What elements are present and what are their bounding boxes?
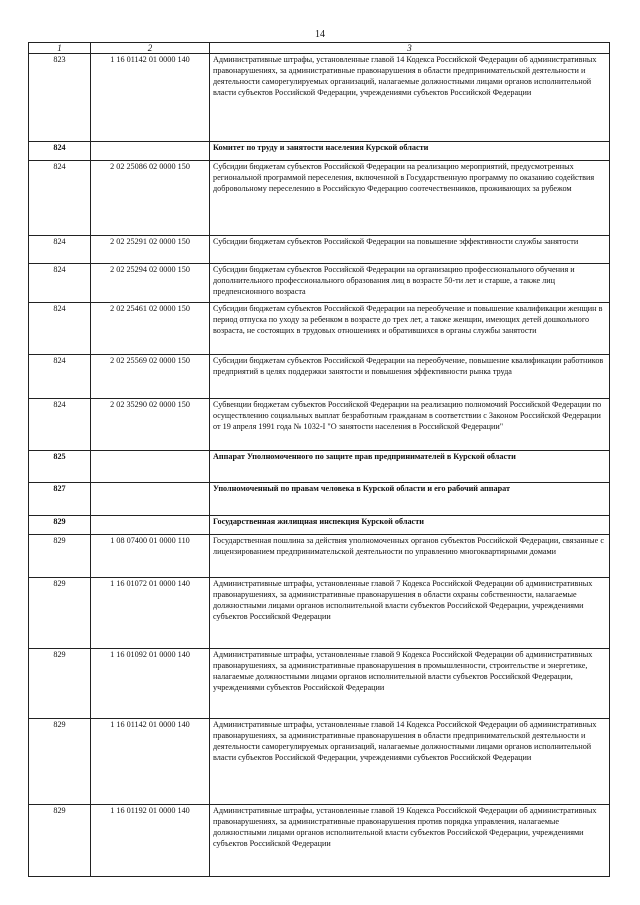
- kbk-code-cell: 1 08 07400 01 0000 110: [91, 535, 210, 578]
- admin-code-cell: 824: [29, 142, 91, 161]
- admin-code-cell: 829: [29, 516, 91, 535]
- revenue-name-cell: Субсидии бюджетам субъектов Российской Федерации на организацию профессионального обучения и дополнительного профессионального образования лиц в возрасте 50-ти лет и старше, а также лиц предпенсионного возраста: [210, 264, 610, 303]
- table-row: [29, 649, 610, 719]
- table-row: [29, 535, 610, 578]
- revenue-name-cell: Административные штрафы, установленные главой 14 Кодекса Российской Федерации об административных правонарушениях, за административные правонарушения в области предпринимательской деятельности и деятельности саморегулируемых организаций, налагаемые должностными лицами органов исполнительной власти субъектов Российской Федерации, учреждениями субъектов Российской Федерации: [210, 54, 610, 142]
- revenue-name-cell: Административные штрафы, установленные главой 19 Кодекса Российской Федерации об административных правонарушениях, за административные правонарушения против порядка управления, налагаемые должностными лицами органов исполнительной власти субъектов Российской Федерации, учреждениями субъектов Российской Федерации: [210, 805, 610, 877]
- kbk-code-cell: [91, 142, 210, 161]
- kbk-code-cell: 2 02 25294 02 0000 150: [91, 264, 210, 303]
- kbk-code-cell: 1 16 01192 01 0000 140: [91, 805, 210, 877]
- revenue-name-cell: Субвенции бюджетам субъектов Российской Федерации на реализацию полномочий Российской Федерации по осуществлению социальных выплат безработным гражданам в соответствии с Законом Российской Федерации от 19 апреля 1991 года № 1032-I "О занятости населения в Российской Федерации": [210, 399, 610, 451]
- admin-code-cell: 829: [29, 649, 91, 719]
- kbk-code-cell: 1 16 01092 01 0000 140: [91, 649, 210, 719]
- revenue-name-cell: Административные штрафы, установленные главой 14 Кодекса Российской Федерации об административных правонарушениях, за административные правонарушения в области предпринимательской деятельности и деятельности саморегулируемых организаций, налагаемые должностными лицами органов исполнительной власти субъектов Российской Федерации, учреждениями субъектов Российской Федерации: [210, 719, 610, 805]
- admin-code-cell: 829: [29, 535, 91, 578]
- revenue-name-cell: Субсидии бюджетам субъектов Российской Федерации на повышение эффективности службы занятости: [210, 236, 610, 264]
- table-row: [29, 303, 610, 355]
- revenue-name-cell: Субсидии бюджетам субъектов Российской Федерации на переобучение и повышение квалификации женщин в период отпуска по уходу за ребенком в возрасте до трех лет, а также женщин, имеющих детей дошкольного возраста, не состоящих в трудовых отношениях и обратившихся в органы службы занятости: [210, 303, 610, 355]
- admin-code-cell: 824: [29, 399, 91, 451]
- revenue-administrators-table: [28, 42, 610, 877]
- admin-code-cell: 829: [29, 719, 91, 805]
- section-title-cell: Государственная жилищная инспекция Курской области: [210, 516, 610, 535]
- section-row: [29, 451, 610, 483]
- admin-code-cell: 823: [29, 54, 91, 142]
- kbk-code-cell: [91, 483, 210, 516]
- admin-code-cell: 824: [29, 303, 91, 355]
- admin-code-cell: 829: [29, 805, 91, 877]
- page-number: 14: [315, 29, 325, 40]
- column-header-2: 2: [91, 43, 210, 54]
- kbk-code-cell: 2 02 35290 02 0000 150: [91, 399, 210, 451]
- table-row: [29, 805, 610, 877]
- section-title-cell: Уполномоченный по правам человека в Курской области и его рабочий аппарат: [210, 483, 610, 516]
- admin-code-cell: 827: [29, 483, 91, 516]
- admin-code-cell: 829: [29, 578, 91, 649]
- table-row: [29, 161, 610, 236]
- table-row: [29, 578, 610, 649]
- table-row: [29, 264, 610, 303]
- kbk-code-cell: 2 02 25291 02 0000 150: [91, 236, 210, 264]
- section-row: [29, 142, 610, 161]
- kbk-code-cell: 1 16 01072 01 0000 140: [91, 578, 210, 649]
- revenue-name-cell: Административные штрафы, установленные главой 7 Кодекса Российской Федерации об административных правонарушениях, за административные правонарушения в области охраны собственности, налагаемые должностными лицами органов исполнительной власти субъектов Российской Федерации, учреждениями субъектов Российской Федерации: [210, 578, 610, 649]
- revenue-name-cell: Государственная пошлина за действия уполномоченных органов субъектов Российской Федерации, связанные с лицензированием предпринимательской деятельности по управлению многоквартирными домами: [210, 535, 610, 578]
- kbk-code-cell: 2 02 25461 02 0000 150: [91, 303, 210, 355]
- section-row: [29, 483, 610, 516]
- section-row: [29, 516, 610, 535]
- admin-code-cell: 824: [29, 355, 91, 399]
- kbk-code-cell: 1 16 01142 01 0000 140: [91, 719, 210, 805]
- kbk-code-cell: [91, 451, 210, 483]
- column-header-3: 3: [210, 43, 610, 54]
- kbk-code-cell: 2 02 25569 02 0000 150: [91, 355, 210, 399]
- revenue-name-cell: Административные штрафы, установленные главой 9 Кодекса Российской Федерации об административных правонарушениях, за административные правонарушения в промышленности, строительстве и энергетике, налагаемые должностными лицами органов исполнительной власти субъектов Российской Федерации, учреждениями субъектов Российской Федерации: [210, 649, 610, 719]
- revenue-name-cell: Субсидии бюджетам субъектов Российской Федерации на реализацию мероприятий, предусмотренных региональной программой переселения, включенной в Государственную программу по оказанию содействия добровольному переселению в Российскую Федерацию соотечественников, проживающих за рубежом: [210, 161, 610, 236]
- table-row: [29, 54, 610, 142]
- table-row: [29, 355, 610, 399]
- kbk-code-cell: 1 16 01142 01 0000 140: [91, 54, 210, 142]
- table-row: [29, 719, 610, 805]
- revenue-name-cell: Субсидии бюджетам субъектов Российской Федерации на переобучение, повышение квалификации работников предприятий в целях поддержки занятости и повышения эффективности рынка труда: [210, 355, 610, 399]
- kbk-code-cell: [91, 516, 210, 535]
- admin-code-cell: 825: [29, 451, 91, 483]
- admin-code-cell: 824: [29, 236, 91, 264]
- admin-code-cell: 824: [29, 264, 91, 303]
- table-row: [29, 236, 610, 264]
- section-title-cell: Комитет по труду и занятости населения Курской области: [210, 142, 610, 161]
- table-row: [29, 399, 610, 451]
- admin-code-cell: 824: [29, 161, 91, 236]
- section-title-cell: Аппарат Уполномоченного по защите прав предпринимателей в Курской области: [210, 451, 610, 483]
- kbk-code-cell: 2 02 25086 02 0000 150: [91, 161, 210, 236]
- column-header-1: 1: [29, 43, 91, 54]
- column-header-row: [29, 43, 610, 54]
